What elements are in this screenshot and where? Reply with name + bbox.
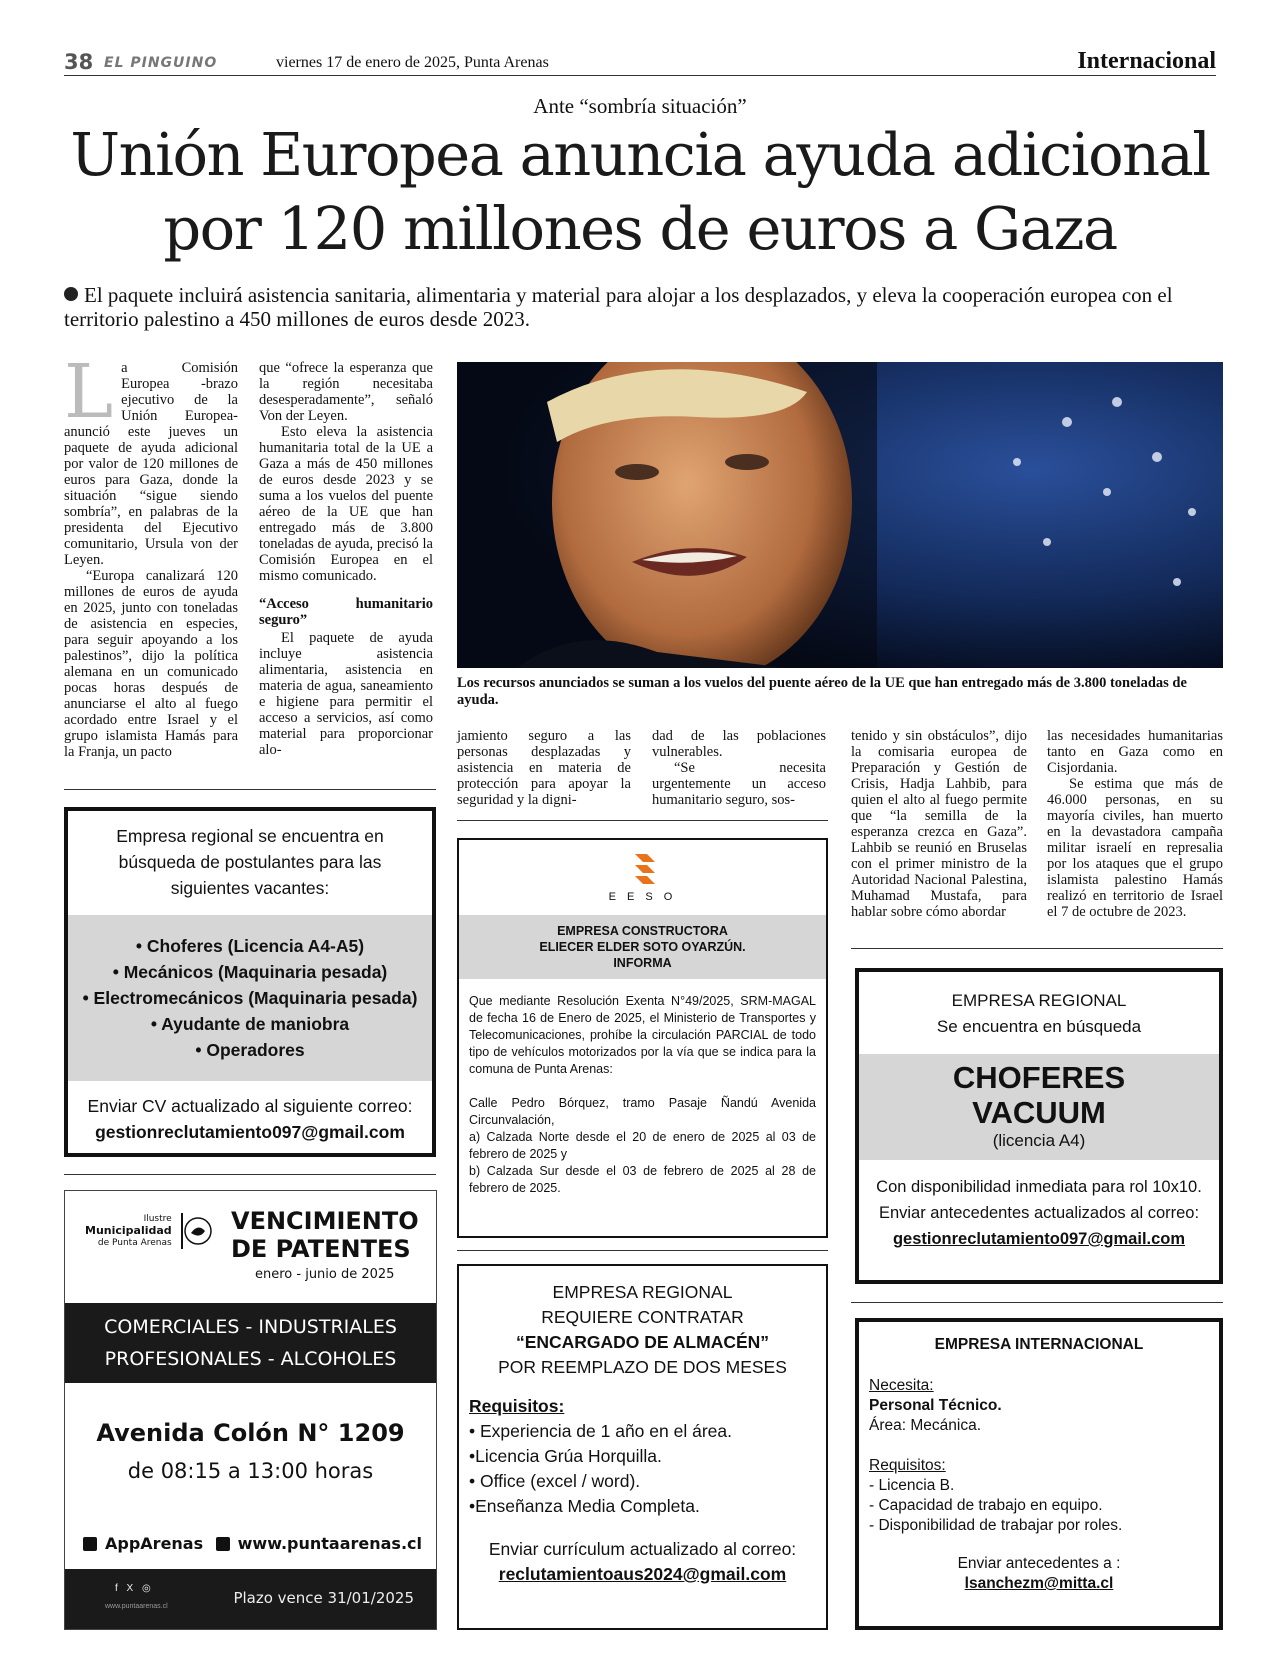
photo-caption: Los recursos anunciados se suman a los vuelos del puente aéreo de la UE que han entregado más de 3.800 toneladas de ayuda. (457, 675, 1187, 708)
ad-encargado-almacen: EMPRESA REGIONAL REQUIERE CONTRATAR “ENCARGADO DE ALMACÉN” POR REEMPLAZO DE DOS MESES Requisitos: • Experiencia de 1 año en el área. •Licencia Grúa Horquilla. • Office (excel / word). •Enseñanza Media Completa. Enviar currículum actualizado al correo: reclutamientoaus2024@gmail.com (457, 1264, 828, 1630)
patentes-band: COMERCIALES - INDUSTRIALES PROFESIONALES - ALCOHOLES (65, 1303, 436, 1383)
ad-eeso (457, 838, 828, 1238)
page-header (64, 50, 1216, 76)
footer-url: www.puntaarenas.cl (105, 1603, 168, 1610)
article-headline (64, 118, 1216, 266)
ad-choferes-vacuum: EMPRESA REGIONAL Se encuentra en búsqueda CHOFERES VACUUM (licencia A4) Con disponibilidad inmediata para rol 10x10. Enviar antecedentes actualizados al correo: gestionreclutamiento097@gmail.com (855, 968, 1223, 1284)
ad-municipalidad (64, 1190, 437, 1630)
newspaper-brand: EL PINGUINO (104, 55, 218, 71)
section-title: Internacional (1077, 48, 1216, 74)
municipal-links (83, 1534, 422, 1553)
article-photo (457, 362, 1223, 668)
eeso-logo (459, 852, 826, 903)
ad-email: gestionreclutamiento097@gmail.com (95, 1122, 405, 1142)
app-icon (83, 1537, 97, 1551)
paragraph: Esto eleva la asistencia humanitaria total de la UE a Gaza a más de 450 millones de euros desde 2023 y se suma a los vuelos del puente aéreo de la UE que han entregado más de 3.800 toneladas de ayuda, precisó la Comisión Europea en el mismo comunicado. (259, 424, 433, 584)
municipal-address: Avenida Colón N° 1209 (96, 1419, 405, 1447)
article-column-3 (457, 728, 631, 808)
headline-line-1: Unión Europea anuncia ayuda adicional (70, 120, 1210, 189)
ad-email: lsanchezm@mitta.cl (964, 1575, 1114, 1592)
divider (851, 948, 1223, 949)
headline-line-2: por 120 millones de euros a Gaza (163, 194, 1117, 263)
deadline-text: Plazo vence 31/01/2025 (233, 1589, 414, 1607)
vacancy-item: • Mecánicos (Maquinaria pesada) (112, 962, 388, 982)
paragraph: dad de las poblaciones vulnerables. (652, 728, 826, 760)
web-link[interactable]: www.puntaarenas.cl (237, 1534, 422, 1553)
divider (457, 820, 828, 821)
vacancy-item: • Electromecánicos (Maquinaria pesada) (82, 988, 418, 1008)
social-icons: f X ◎ (115, 1583, 154, 1594)
bullet-icon (64, 287, 78, 301)
web-icon (216, 1537, 230, 1551)
eeso-logo-text: E E S O (608, 891, 677, 903)
article-kicker: Ante “sombría situación” (533, 94, 747, 118)
article-column-4 (652, 728, 826, 808)
requirements: Requisitos: • Experiencia de 1 año en el área. •Licencia Grúa Horquilla. • Office (excel / word). •Enseñanza Media Completa. (469, 1396, 732, 1516)
patentes-title: VENCIMIENTO (231, 1207, 419, 1235)
vacancy-item: • Operadores (195, 1040, 305, 1060)
article-column-2 (259, 360, 433, 758)
paragraph: tenido y sin obstáculos”, dijo la comisaria europea de Preparación y Gestión de Crisis, Hadja Lahbib, para quien el alto al fuego permite que “la semilla de la esperanza crezca en Gaza”. Lahbib se reunió en Bruselas con el primer ministro de la Autoridad Nacional Palestina, Muhamad Mustafa, para hablar sobre cómo abordar (851, 728, 1027, 920)
paragraph: “Se necesita urgentemente un acceso humanitario seguro, sos- (652, 760, 826, 808)
ad-vacantes (64, 807, 436, 1157)
municipal-logo: Ilustre Municipalidad de Punta Arenas (85, 1211, 212, 1251)
divider (64, 1174, 436, 1175)
municipal-footer (65, 1569, 436, 1629)
eeso-notice: Que mediante Resolución Exenta N°49/2025, SRM-MAGAL de fecha 16 de Enero de 2025, el Ministerio de Transportes y Telecomunicaciones, prohíbe la circulación PARCIAL de todo tipo de vehículos motorizados por la vía que se indica para la comuna de Punta Arenas: Calle Pedro Bórquez, tramo Pasaje Ñandú Avenida Circunvalación, a) Calzada Norte desde el 20 de enero de 2025 al 03 de febrero de 2025 y b) Calzada Sur desde el 03 de febrero de 2025 al 28 de febrero de 2025. (469, 994, 816, 1195)
municipal-hours: de 08:15 a 13:00 horas (127, 1459, 374, 1483)
vacancy-item: • Choferes (Licencia A4-A5) (135, 936, 365, 956)
divider (64, 789, 436, 790)
article-column-5 (851, 728, 1027, 920)
ad-email: gestionreclutamiento097@gmail.com (892, 1230, 1186, 1248)
paragraph: las necesidades humanitarias tanto en Gaza como en Cisjordania. (1047, 728, 1223, 776)
article-column-1: La Comisión Europea -brazo ejecutivo de la Unión Europea- anunció este jueves un paquete de ayuda adicional por valor de 120 millones de euros para Gaza, donde la situación “sigue siendo sombría”, en palabras de la presidenta del Ejecutivo comunitario, Ursula von der Leyen. “Europa canalizará 120 millones de euros de ayuda en 2025, junto con toneladas de asistencia en especies, para seguir apoyando a los palestinos”, dijo la política alemana en un comunicado pocas horas después de anunciarse el alto al fuego acordado entre Israel y el grupo islamista Hamás para la Franja, un pacto (64, 349, 238, 760)
divider (851, 1302, 1223, 1303)
article-subhead: “Acceso humanitario seguro” (259, 596, 433, 628)
eeso-title: ELIECER ELDER SOTO OYARZÚN. (539, 940, 746, 954)
divider (457, 1250, 828, 1251)
paragraph: “Europa canalizará 120 millones de euros de ayuda en 2025, junto con toneladas de asistencia en especies, para seguir apoyando a los palestinos”, dijo la política alemana en un comunicado pocas horas después de anunciarse el alto al fuego acordado entre Israel y el grupo islamista Hamás para la Franja, un pacto (64, 568, 238, 760)
ad-empresa-internacional: EMPRESA INTERNACIONAL Necesita: Personal Técnico. Área: Mecánica. Requisitos: - Licencia B. - Capacidad de trabajo en equipo. - Disponibilidad de trabajar por roles. Enviar antecedentes a : lsanchezm@mitta.cl (855, 1318, 1223, 1630)
paragraph: Se estima que más de 46.000 personas, en su mayoría civiles, han muerto en la devastadora campaña militar israelí en represalia por los ataques que el grupo islamista palestino Hamás realizó en territorio de Israel el 7 de octubre de 2023. (1047, 776, 1223, 920)
eeso-title: INFORMA (613, 956, 672, 970)
app-link[interactable]: AppArenas (105, 1534, 204, 1553)
ad-intro: Empresa regional se encuentra en búsqueda de postulantes para las siguientes vacantes: (116, 826, 384, 898)
ad-email: reclutamientoaus2024@gmail.com (498, 1564, 787, 1584)
ad-title: EMPRESA INTERNACIONAL (934, 1336, 1144, 1353)
municipal-crest-icon (178, 1211, 212, 1251)
page-number: 38 (64, 50, 94, 74)
vacancy-list (68, 915, 432, 1081)
patentes-period: enero - junio de 2025 (255, 1267, 395, 1282)
paragraph: que “ofrece la esperanza que la región necesitaba desesperadamente”, señaló Von der Leyen. (259, 360, 433, 424)
eeso-title: EMPRESA CONSTRUCTORA (557, 924, 728, 938)
dropcap: L (64, 349, 114, 435)
ad-send-text: Enviar CV actualizado al siguiente correo: (87, 1096, 413, 1116)
paragraph: El paquete de ayuda incluye asistencia alimentaria, asistencia en materia de agua, saneamiento e higiene para permitir el acceso a servicios, así como material para proporcionar alo- (259, 630, 433, 758)
vacancy-item: • Ayudante de maniobra (150, 1014, 350, 1034)
article-lead: El paquete incluirá asistencia sanitaria, alimentaria y material para alojar a los desplazados, y eleva la cooperación europea con el territorio palestino a 450 millones de euros desde 2023. (64, 283, 1173, 331)
date-line: viernes 17 de enero de 2025, Punta Arenas (276, 54, 549, 71)
paragraph: jamiento seguro a las personas desplazadas y asistencia en materia de protección para apoyar la seguridad y la digni- (457, 728, 631, 808)
patentes-title: DE PATENTES (231, 1235, 411, 1263)
article-column-6 (1047, 728, 1223, 920)
eeso-logo-icon (621, 852, 665, 888)
